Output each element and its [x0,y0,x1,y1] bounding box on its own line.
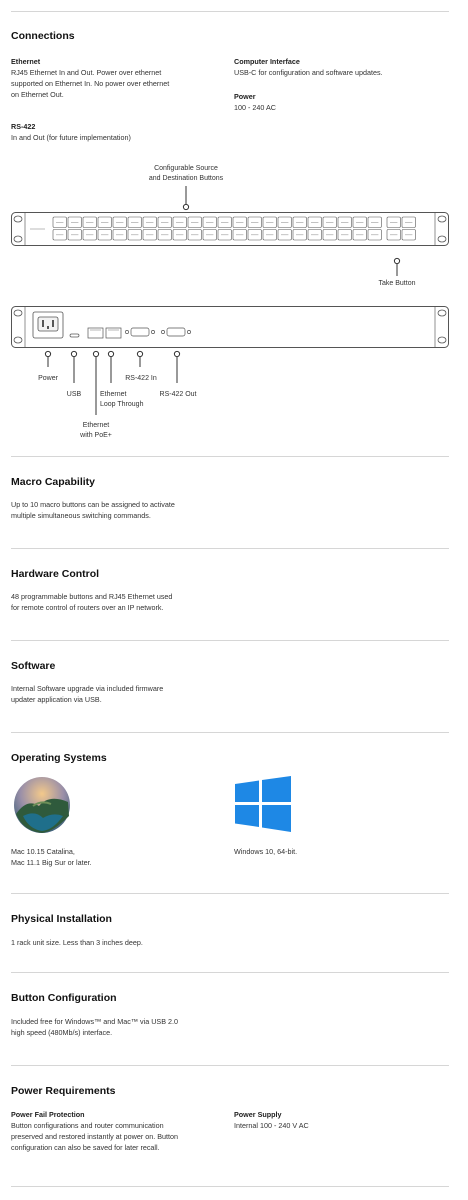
power-text: 100 - 240 AC [234,103,276,112]
hardware-title: Hardware Control [11,568,100,580]
divider [11,11,449,12]
macro-text: Up to 10 macro buttons can be assigned to activate multiple simultaneous switching commands. [11,500,175,520]
power-fail-label: Power Fail Protection [11,1110,85,1119]
rear-ethernet-poe-label: Ethernet with PoE+ [80,422,112,439]
ethernet-text: RJ45 Ethernet In and Out. Power over ethernet supported on Ethernet In. No power over ethernet on Ethernet Out. [11,68,170,99]
rs422-label: RS-422 [11,122,36,131]
configurable-buttons-label: Configurable Source and Destination Buttons [148,165,224,182]
rear-rs422-in-label: RS-422 In [125,375,157,382]
software-title: Software [11,660,56,672]
windows-os-text: Windows 10, 64-bit. [234,847,298,856]
mac-os-text: Mac 10.15 Catalina, Mac 11.1 Big Sur or later. [11,847,92,867]
power-label: Power [234,92,256,101]
divider [11,732,449,733]
divider [11,548,449,549]
rear-power-label: Power [38,375,58,382]
ethernet-label: Ethernet [11,57,41,66]
divider [11,1065,449,1066]
rear-panel-illustration [11,306,449,340]
macos-big-sur-icon [13,776,71,834]
connections-title: Connections [11,30,75,42]
os-title: Operating Systems [11,752,107,764]
computer-interface-label: Computer Interface [234,57,300,66]
macro-title: Macro Capability [11,476,96,488]
take-button-label: Take Button [378,280,416,287]
divider [11,893,449,894]
button-config-title: Button Configuration [11,992,117,1004]
divider [11,640,449,641]
power-fail-text: Button configurations and router communication preserved and restored instantly at power on. Button configuration can also be saved for later recall. [11,1121,179,1152]
physical-text: 1 rack unit size. Less than 3 inches deep. [11,938,143,947]
front-panel-illustration [11,212,449,246]
take-pointer [391,257,403,277]
configurable-pointer [180,186,192,212]
rs422-text: In and Out (for future implementation) [11,133,131,142]
physical-title: Physical Installation [11,913,112,925]
divider [11,456,449,457]
hardware-text: 48 programmable buttons and RJ45 Ethernet used for remote control of routers over an IP network. [11,592,173,612]
software-text: Internal Software upgrade via included firmware updater application via USB. [11,684,164,704]
button-config-text: Included free for Windows™ and Mac™ via USB 2.0 high speed (480Mb/s) interface. [11,1017,178,1037]
rear-usb-label: USB [66,391,82,398]
rear-ethernet-loop-label: Ethernet Loop Through [100,391,144,408]
power-supply-label: Power Supply [234,1110,282,1119]
divider [11,972,449,973]
rear-rs422-out-label: RS-422 Out [159,391,197,398]
windows-logo-icon [235,776,291,832]
power-req-title: Power Requirements [11,1085,116,1097]
computer-interface-text: USB-C for configuration and software updates. [234,68,383,77]
divider [11,1186,449,1187]
power-supply-text: Internal 100 - 240 V AC [234,1121,309,1130]
